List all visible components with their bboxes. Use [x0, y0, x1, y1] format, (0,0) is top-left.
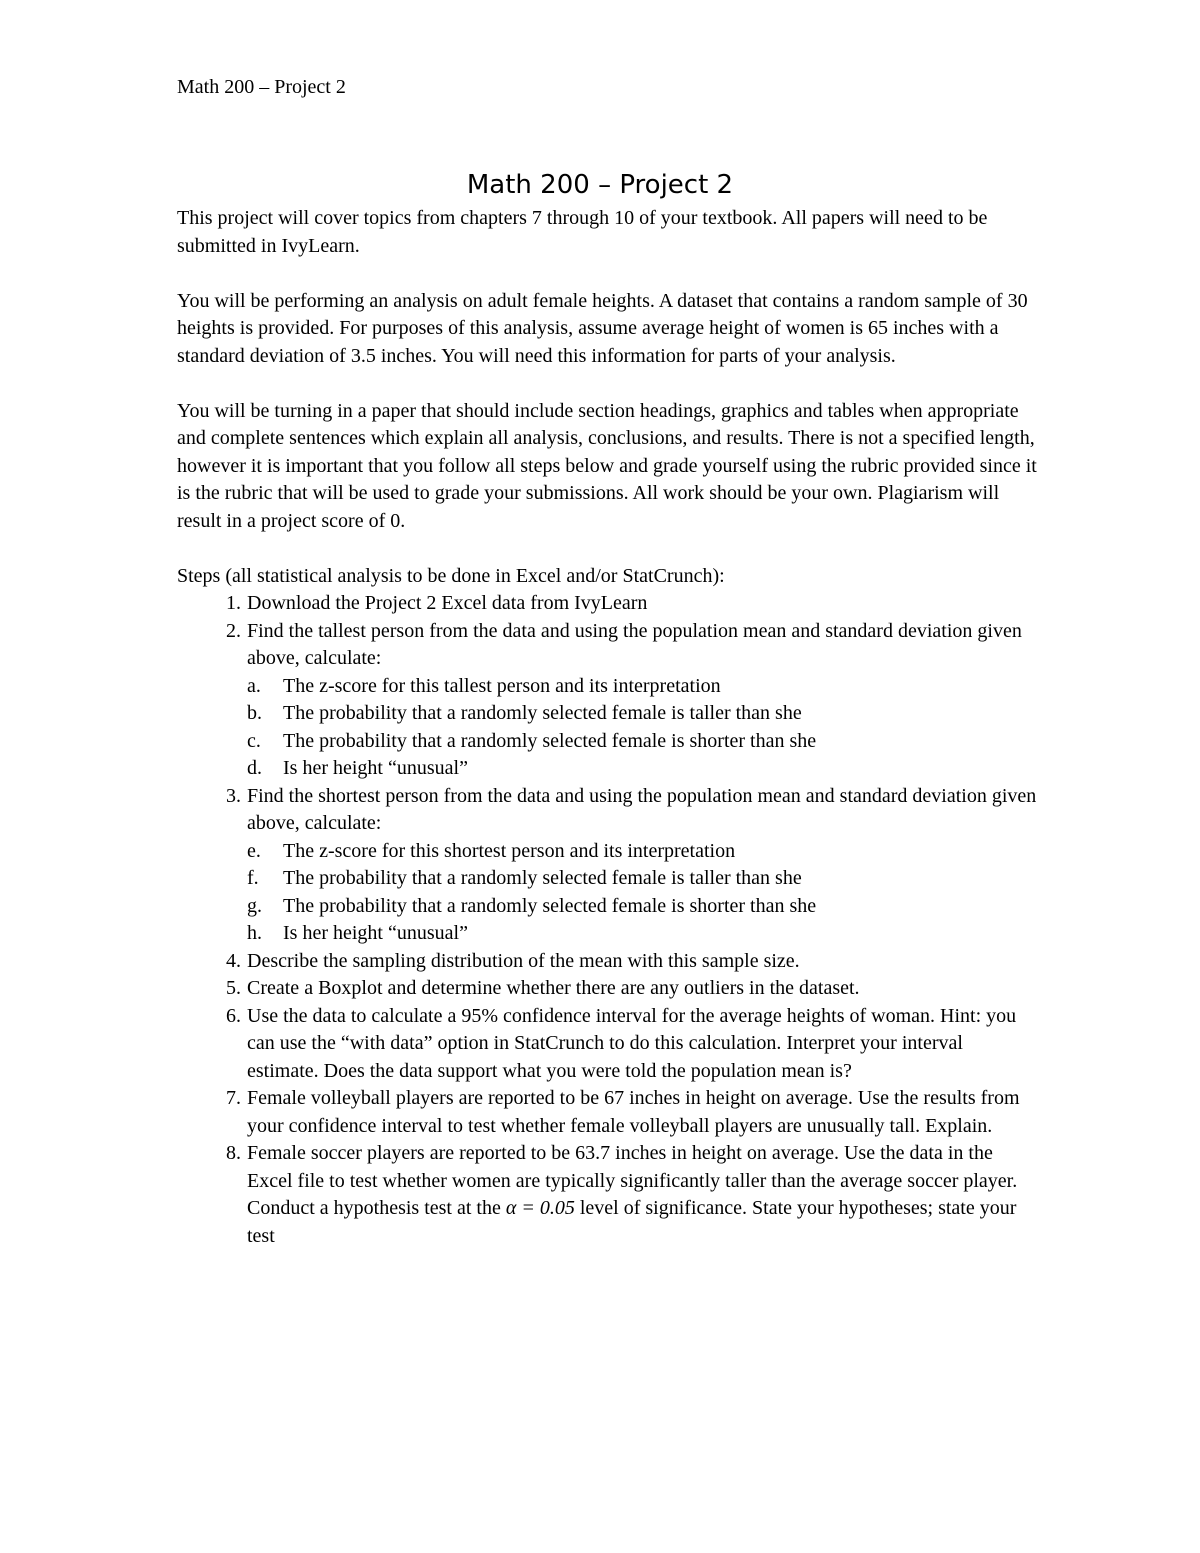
step-number: 8. — [226, 1142, 241, 1164]
step-number: 4. — [226, 949, 241, 972]
sub-text: The z-score for this tallest person and its interpretation — [283, 674, 721, 697]
list-item — [177, 975, 1037, 1003]
sub-item — [247, 893, 1037, 921]
step-text-after: level of significance. State your hypotheses; state your test — [247, 1197, 1017, 1247]
page-title: Math 200 – Project 2 — [466, 170, 734, 200]
steps-intro: Steps (all statistical analysis to be done in Excel and/or StatCrunch): — [177, 564, 725, 587]
step-number: 1. — [226, 592, 241, 614]
sub-letter: g. — [247, 894, 262, 917]
sub-list — [247, 673, 1037, 783]
step-text: Download the Project 2 Excel data from IvyLearn — [247, 592, 648, 614]
sub-text: Is her height “unusual” — [283, 922, 468, 944]
list-item — [177, 618, 1037, 783]
step-number: 5. — [226, 977, 241, 999]
step-text: Female volleyball players are reported to be 67 inches in height on average. Use the results from your confidence interval to test whether female volleyball players are unusually tall. Explain. — [247, 1087, 1020, 1137]
running-header: Math 200 – Project 2 — [177, 76, 346, 98]
list-item — [177, 1140, 1037, 1250]
step-text-before: Female soccer players are reported to be 63.7 inches in height on average. Use the data in the Excel file to test whether women are typically significantly taller than the average soccer player. Conduct a hypothesis test at the — [247, 1142, 1018, 1219]
step-number: 2. — [226, 619, 241, 642]
step-number: 7. — [226, 1087, 241, 1109]
document-body — [177, 205, 1037, 1250]
sub-text: The probability that a randomly selected female is shorter than she — [283, 894, 817, 917]
sub-item — [247, 700, 1037, 728]
sub-text: Is her height “unusual” — [283, 757, 468, 779]
step-text: Describe the sampling distribution of the mean with this sample size. — [247, 949, 800, 972]
alpha-expression: α = 0.05 — [505, 1197, 575, 1219]
sub-letter: d. — [247, 757, 262, 779]
step-number: 6. — [226, 1004, 241, 1027]
paragraph-requirements: You will be turning in a paper that should include section headings, graphics and tables when appropriate and complete sentences which explain all analysis, conclusions, and results. There is not a specified length, however it is important that you follow all steps below and grade yourself using the rubric provided since it is the rubric that will be used to grade your submissions. All work should be your own. Plagiarism will result in a project score of 0. — [177, 399, 1037, 532]
sub-item — [247, 838, 1037, 866]
list-item — [177, 590, 1037, 618]
sub-letter: f. — [247, 867, 259, 889]
list-item — [177, 1085, 1037, 1140]
sub-item — [247, 673, 1037, 701]
step-number: 3. — [226, 784, 241, 807]
sub-item — [247, 728, 1037, 756]
sub-letter: e. — [247, 839, 261, 862]
sub-list — [247, 838, 1037, 948]
step-text: Find the tallest person from the data and using the population mean and standard deviation given above, calculate: — [247, 619, 1022, 669]
sub-letter: a. — [247, 674, 261, 697]
sub-item — [247, 865, 1037, 893]
sub-text: The z-score for this shortest person and its interpretation — [283, 839, 736, 862]
steps-list — [177, 590, 1037, 1250]
paragraph-intro: This project will cover topics from chapters 7 through 10 of your textbook. All papers will need to be submitted in IvyLearn. — [177, 207, 988, 257]
sub-text: The probability that a randomly selected female is taller than she — [283, 702, 802, 724]
sub-letter: b. — [247, 702, 262, 724]
sub-item — [247, 755, 1037, 783]
step-text: Create a Boxplot and determine whether there are any outliers in the dataset. — [247, 977, 860, 999]
list-item — [177, 948, 1037, 976]
step-text: Find the shortest person from the data and using the population mean and standard deviation given above, calculate: — [247, 784, 1037, 834]
sub-item — [247, 920, 1037, 948]
step-text: Use the data to calculate a 95% confidence interval for the average heights of woman. Hint: you can use the “with data” option in StatCrunch to do this calculation. Interpret your interval estimate. Does the data support what you were told the population mean is? — [247, 1004, 1017, 1082]
list-item — [177, 783, 1037, 948]
sub-text: The probability that a randomly selected female is taller than she — [283, 867, 802, 889]
paragraph-analysis: You will be performing an analysis on adult female heights. A dataset that contains a random sample of 30 heights is provided. For purposes of this analysis, assume average height of women is 65 inches with a standard deviation of 3.5 inches. You will need this information for parts of your analysis. — [177, 289, 1028, 367]
sub-letter: h. — [247, 922, 262, 944]
sub-text: The probability that a randomly selected female is shorter than she — [283, 729, 817, 752]
sub-letter: c. — [247, 729, 261, 752]
list-item — [177, 1003, 1037, 1086]
